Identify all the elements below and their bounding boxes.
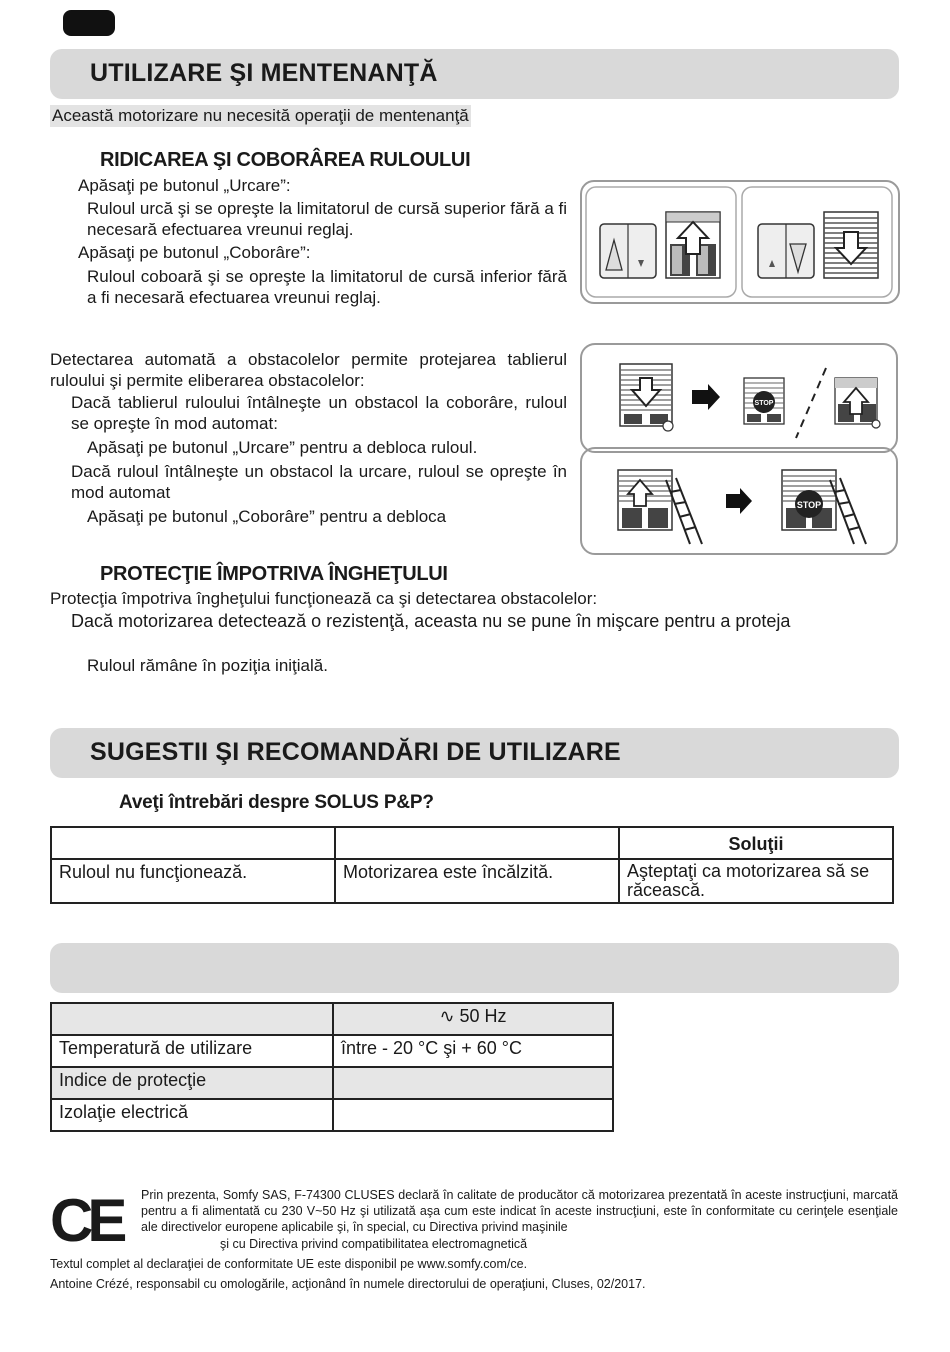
table-cell (333, 1067, 613, 1099)
table-cell: Indice de protecţie (51, 1067, 333, 1099)
arrow-right-icon (692, 384, 720, 410)
frequency-value: 50 Hz (459, 1006, 507, 1026)
faq-question: Aveţi întrebări despre SOLUS P&P? (119, 792, 434, 813)
language-badge (63, 10, 115, 36)
specs-table (50, 1002, 614, 1132)
table-cell (333, 1003, 613, 1035)
maintenance-note: Această motorizare nu necesită operaţii de mentenanţă (52, 106, 469, 125)
table-row (51, 859, 893, 903)
ce-mark-icon: CE (50, 1187, 122, 1254)
table-row (51, 1003, 613, 1035)
section-title-usage: UTILIZARE ŞI MENTENANŢĂ (90, 59, 438, 87)
table-cell (333, 1099, 613, 1131)
frost-result: Ruloul rămâne în poziţia iniţială. (87, 656, 328, 675)
down-instruction: Apăsaţi pe butonul „Coborâre”: (78, 243, 311, 262)
table-row (51, 1099, 613, 1131)
shutter-obstacle-down-icon (620, 364, 673, 431)
table-row (51, 1035, 613, 1067)
faq-table (50, 826, 894, 904)
up-instruction: Apăsaţi pe butonul „Urcare”: (78, 176, 291, 195)
up-result: Ruloul urcă şi se opreşte la limitatorul de cursă superior fără a fi necesară efectuarea vreunui reglaj. (87, 199, 567, 239)
section-banner-tips (50, 728, 899, 778)
table-cell: Motorizarea este încălzită. (335, 859, 619, 903)
declaration-text: Prin prezenta, Somfy SAS, F-74300 CLUSES declară în calitate de producător că motorizarea prezentată în aceste instrucţiuni, marcată pentru a fi alimentată cu 230 V~50 Hz şi utilizată aşa cum este indicat în aceste instrucţiuni, este în conformitate cu cerinţele esenţiale ale directivelor europene aplicabile şi, în special, cu Directiva privind maşinile (141, 1188, 898, 1234)
ac-wave-icon: ∿ (439, 1006, 460, 1026)
declaration-text-end: şi cu Directiva privind compatibilitatea electromagnetică (220, 1237, 528, 1251)
obstacle-action-down: Apăsaţi pe butonul „Urcare” pentru a debloca ruloul. (87, 438, 478, 457)
table-cell: Ruloul nu funcţionează. (51, 859, 335, 903)
declaration-web: Textul complet al declaraţiei de conformitate UE este disponibil pe www.somfy.com/ce. (50, 1257, 528, 1271)
switch-up-pressed-icon (600, 224, 656, 278)
table-cell: între - 20 °C şi + 60 °C (333, 1035, 613, 1067)
table-header-cell (335, 827, 619, 859)
shutter-raising-icon (666, 212, 720, 278)
table-cell: Izolaţie electrică (51, 1099, 333, 1131)
frost-detail: Dacă motorizarea detectează o rezistenţă, aceasta nu se pune în mişcare pentru a proteja (71, 611, 791, 631)
down-result: Ruloul coboară şi se opreşte la limitatorul de cursă inferior fără a fi necesară efectuarea vreunui reglaj. (87, 267, 567, 307)
switch-down-pressed-icon (758, 224, 814, 278)
declaration-signature: Antoine Crézé, responsabil cu omologările, acţionând în numele directorului de operaţiuni, Cluses, 02/2017. (50, 1277, 646, 1291)
table-header-row (51, 827, 893, 859)
table-cell: Temperatură de utilizare (51, 1035, 333, 1067)
shutter-ladder-obstacle-icon (618, 470, 702, 544)
table-header-cell: Soluţii (619, 827, 893, 859)
section-banner-usage (50, 49, 899, 99)
obstacle-intro: Detectarea automată a obstacolelor permite protejarea tablierul ruloului şi permite eliberarea obstacolelor: (50, 350, 567, 390)
heading-raise-lower: RIDICAREA ŞI COBORÂREA RULOULUI (100, 149, 471, 171)
section-title-tips: SUGESTII ŞI RECOMANDĂRI DE UTILIZARE (90, 738, 621, 766)
table-row (51, 1067, 613, 1099)
obstacle-case-up: Dacă ruloul întâlneşte un obstacol la urcare, ruloul se opreşte în mod automat (71, 462, 567, 502)
shutter-lowering-icon (824, 212, 878, 278)
shutter-raised-obstacle-icon (835, 378, 880, 428)
table-cell: Aşteptaţi ca motorizarea să se răcească. (619, 859, 893, 903)
stop-sign-label-1: STOP (754, 400, 774, 407)
arrow-right-icon-2 (726, 488, 752, 514)
heading-frost: PROTECŢIE ÎMPOTRIVA ÎNGHEŢULUI (100, 563, 448, 585)
stop-sign-label-2: STOP (796, 500, 822, 510)
table-cell (51, 1003, 333, 1035)
obstacle-case-down: Dacă tablierul ruloului întâlneşte un obstacol la coborâre, ruloul se opreşte în mod automat: (71, 393, 567, 433)
up-down-illustration (580, 180, 900, 304)
shutter-stopped-icon (744, 378, 784, 424)
section-banner-specs (50, 943, 899, 993)
table-header-cell (51, 827, 335, 859)
obstacle-action-up: Apăsaţi pe butonul „Coborâre” pentru a debloca (87, 507, 447, 526)
obstacle-illustration (580, 342, 896, 552)
frost-intro: Protecţia împotriva îngheţului funcţionează ca şi detectarea obstacolelor: (50, 589, 598, 608)
shutter-ladder-stopped-icon (782, 470, 866, 544)
